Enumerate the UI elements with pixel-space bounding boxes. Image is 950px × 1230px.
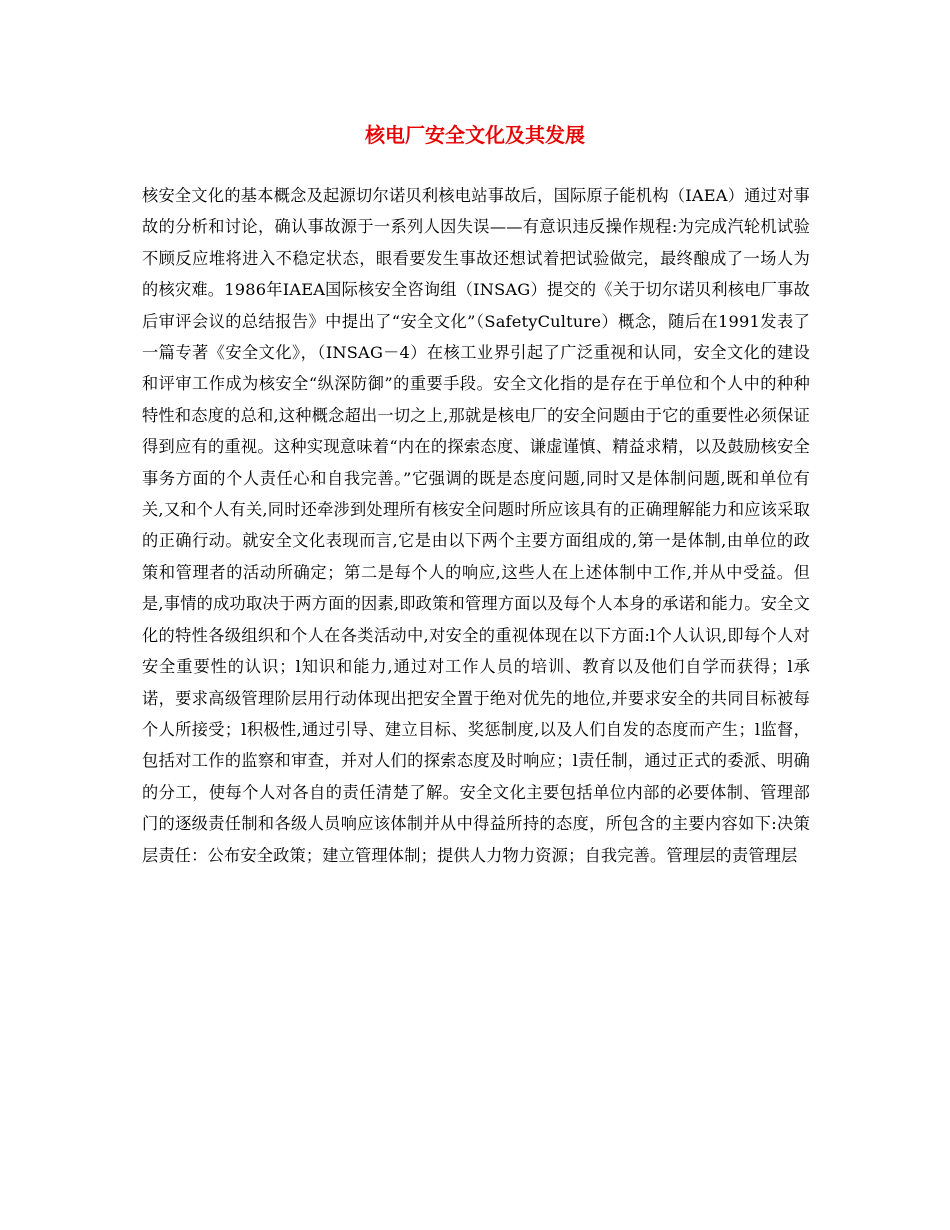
document-title: 核电厂安全文化及其发展 — [365, 123, 585, 147]
body-paragraph: 核安全文化的基本概念及起源切尔诺贝利核电站事故后，国际原子能机构（IAEA）通过对事故的分析和讨论，确认事故源于一系列人因失误——有意识违反操作规程:为完成汽轮机试验不顾反应堆将进入不稳定状态，眼看要发生事故还想试着把试验做完，最终酿成了一场人为的核灾难。1986年IAEA国际核安全咨询组（INSAG）提交的《关于切尔诺贝利核电厂事故后审评会议的总结报告》中提出了“安全文化”（SafetyCulture）概念，随后在1991发表了一篇专著《安全文化》，（INSAG－4）在核工业界引起了广泛重视和认同，安全文化的建设和评审工作成为核安全“纵深防御”的重要手段。安全文化指的是存在于单位和个人中的种种特性和态度的总和,这种概念超出一切之上,那就是核电厂的安全问题由于它的重要性必须保证得到应有的重视。这种实现意味着“内在的探索态度、谦虚谨慎、精益求精，以及鼓励核安全事务方面的个人责任心和自我完善。”它强调的既是态度问题,同时又是体制问题,既和单位有关,又和个人有关,同时还牵涉到处理所有核安全问题时所应该具有的正确理解能力和应该采取的正确行动。就安全文化表现而言,它是由以下两个主要方面组成的,第一是体制,由单位的政策和管理者的活动所确定；第二是每个人的响应,这些人在上述体制中工作,并从中受益。但是,事情的成功取决于两方面的因素,即政策和管理方面以及每个人本身的承诺和能力。安全文化的特性各级组织和个人在各类活动中,对安全的重视体现在以下方面:l个人认识,即每个人对安全重要性的认识；l知识和能力,通过对工作人员的培训、教育以及他们自学而获得；l承诺，要求高级管理阶层用行动体现出把安全置于绝对优先的地位,并要求安全的共同目标被每个人所接受；l积极性,通过引导、建立目标、奖惩制度,以及人们自发的态度而产生；l监督，包括对工作的监察和审查，并对人们的探索态度及时响应；l责任制，通过正式的委派、明确的分工，使每个人对各自的责任清楚了解。安全文化主要包括单位内部的必要体制、管理部门的逐级责任制和各级人员响应该体制并从中得益所持的态度，所包含的主要内容如下:决策层责任：公布安全政策；建立管理体制；提供人力物力资源；自我完善。管理层的责管理层 — [142, 186, 810, 865]
